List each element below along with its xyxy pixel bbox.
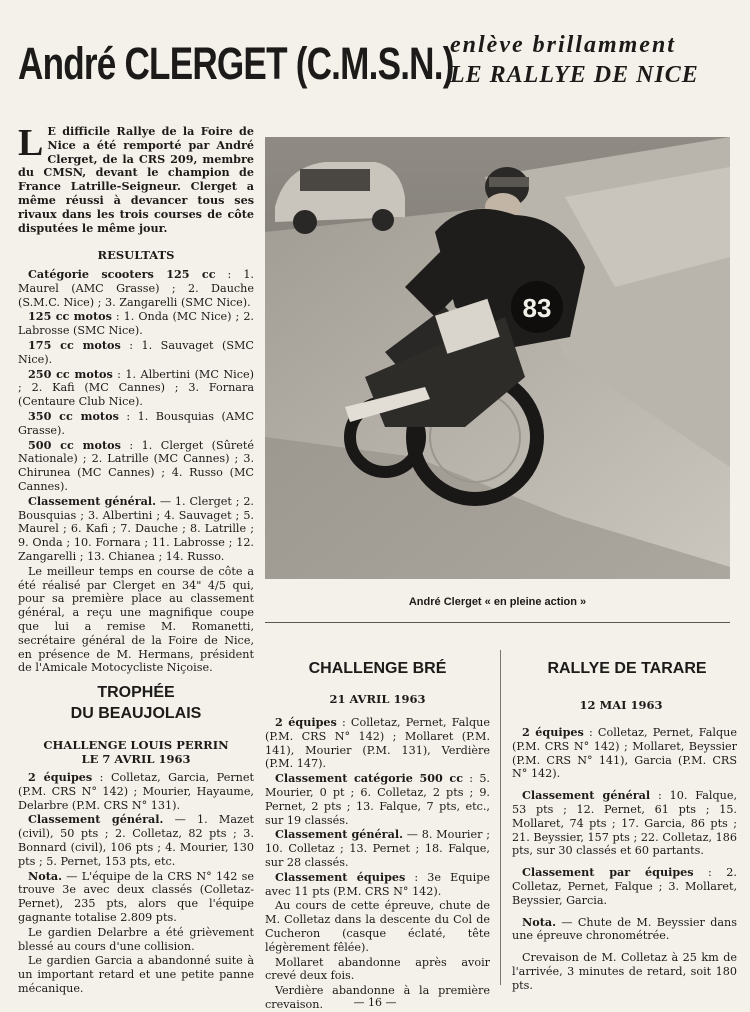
paragraph-text: : 1. Onda (MC Nice) ; 2. Labrosse (SMC Nice). [18, 310, 254, 338]
paragraph-text: Le gardien Garcia a abandonné suite à un important retard et une petite panne mécanique. [18, 954, 254, 995]
text-paragraph [265, 956, 490, 984]
paragraph-label: 175 cc motos [28, 337, 121, 352]
text-paragraph [512, 951, 737, 992]
paragraph-label: Classement par équipes [522, 865, 694, 880]
paragraph-label: Nota. [522, 914, 556, 929]
paragraph-text: Mollaret abandonne après avoir crevé deux fois. [265, 955, 490, 983]
paragraph-text: — Chute de M. Beyssier dans une épreuve chronométrée. [512, 915, 737, 943]
intro-text: E difficile Rallye de la Foire de Nice a été remporté par André Clerget, de la CRS 209, membre du CMSN, devant le champion de France Latrille-Seigneur. Clerget a même réussi à devancer tous ses rivaux dans les trois courses de côte disputées le même jour. [18, 124, 254, 235]
trophee-sub-line1: CHALLENGE LOUIS PERRIN [43, 738, 229, 752]
headline-right-line1: enlève brillamment [450, 32, 676, 58]
results-body [18, 268, 254, 675]
paragraph-label: 2 équipes [522, 725, 584, 739]
paragraph-text: : 1. Clerget (Sûreté Nationale) ; 2. Latrille (MC Cannes) ; 3. Chirunea (MC Cannes) ; 4. Russo (MC Cannes). [18, 438, 254, 493]
page-number: — 16 — [353, 996, 397, 1009]
paragraph-label: Classement catégorie 500 cc [275, 771, 464, 786]
paragraph-text: Crevaison de M. Colletaz à 25 km de l'arrivée, 3 minutes de retard, soit 180 pts. [512, 951, 737, 992]
rallye-tarare-body [512, 726, 737, 993]
text-paragraph [18, 310, 254, 338]
photo-illustration [265, 137, 730, 579]
paragraph-label: Nota. [28, 868, 62, 883]
rallye-tarare-date: 12 MAI 1963 [579, 698, 663, 712]
paragraph-text: : 10. Falque, 53 pts ; 12. Pernet, 61 pts ; 15. Mollaret, 74 pts ; 17. Garcia, 86 pts ; 21. Beyssier, 157 pts ; 22. Colletaz, 186 pts, sur 30 classés et 60 partants. [512, 789, 737, 858]
paragraph-text: : 1. Maurel (AMC Grasse) ; 2. Dauche (S.M.C. Nice) ; 3. Zangarelli (SMC Nice). [18, 268, 254, 309]
motorcycle-photo [265, 137, 730, 579]
dropcap: L [18, 122, 44, 164]
results-title: RESULTATS [97, 248, 175, 262]
challenge-bre-date: 21 AVRIL 1963 [329, 692, 426, 706]
paragraph-label: 2 équipes [275, 715, 337, 729]
text-paragraph [512, 726, 737, 781]
column-divider [500, 650, 501, 985]
text-paragraph [18, 439, 254, 494]
paragraph-label: Classement général. [275, 827, 403, 842]
paragraph-text: : Colletaz, Pernet, Falque (P.M. CRS N° 142) ; Mollaret (P.M. 141), Mourier (P.M. 131), Verdière (P.M. 147). [265, 716, 490, 771]
paragraph-text: Le meilleur temps en course de côte a été réalisé par Clerget en 34" 4/5 qui, pour sa première place au classement général, a reçu une magnifique coupe que lui a remise M. Romanetti, secrétaire général de la Foire de Nice, en présence de M. Hermans, président de l'Amicale Motocycliste Niçoise. [18, 564, 254, 675]
text-paragraph [18, 339, 254, 367]
paragraph-label: 350 cc motos [28, 408, 119, 423]
paragraph-text: Le gardien Delarbre a été grièvement blessé au cours d'une collision. [18, 925, 254, 953]
paragraph-label: Catégorie scooters 125 cc [28, 267, 216, 281]
challenge-bre-body [265, 716, 490, 1012]
paragraph-text: Verdière abandonne à la première crevaison. [265, 984, 490, 1011]
paragraph-label: 500 cc motos [28, 437, 121, 452]
paragraph-text: — 8. Mourier ; 10. Colletaz ; 13. Pernet ; 18. Falque, sur 28 classés. [265, 828, 490, 869]
paragraph-label: Classement général [522, 788, 651, 803]
text-paragraph [18, 926, 254, 954]
text-paragraph [18, 813, 254, 868]
text-paragraph [512, 789, 737, 858]
trophee-body [18, 771, 254, 996]
paragraph-label: Classement général. [28, 493, 157, 508]
text-paragraph [18, 565, 254, 675]
paragraph-label: Classement général. [28, 812, 164, 827]
text-paragraph [18, 771, 254, 812]
trophee-title [18, 682, 254, 724]
trophee-title-line1: TROPHÉE [97, 684, 175, 701]
trophee-sub-line2: LE 7 AVRIL 1963 [81, 752, 191, 766]
text-paragraph [18, 368, 254, 409]
horizontal-rule [265, 622, 730, 623]
text-paragraph [18, 268, 254, 309]
paragraph-text: : 5. Mourier, 0 pt ; 6. Colletaz, 2 pts ; 9. Pernet, 2 pts ; 13. Falque, 7 pts, etc., sur 19 classés. [265, 772, 490, 827]
paragraph-text: : 3e Equipe avec 11 pts (P.M. CRS N° 142). [265, 870, 490, 898]
paragraph-text: : Colletaz, Garcia, Pernet (P.M. CRS N° 142) ; Mourier, Hayaume, Delarbre (P.M. CRS N° 131). [18, 771, 254, 812]
photo-caption: André Clerget « en pleine action » [408, 596, 587, 608]
race-number-plate: 83 [522, 293, 552, 323]
paragraph-label: 2 équipes [28, 770, 93, 784]
paragraph-text: — 1. Clerget ; 2. Bousquias ; 3. Albertini ; 4. Sauvaget ; 5. Maurel ; 6. Kafi ; 7. Dauche ; 8. Latrille ; 9. Onda ; 10. Fornara ; 11. Labrosse ; 12. Zangarelli ; 13. Chianea ; 14. Russo. [18, 494, 254, 563]
paragraph-text: — 1. Mazet (civil), 50 pts ; 2. Colletaz, 82 pts ; 3. Bonnard (civil), 106 pts ; 4. Mourier, 130 pts ; 5. Pernet, 153 pts, etc. [18, 813, 255, 868]
text-paragraph [265, 716, 490, 771]
paragraph-text: : 1. Sauvaget (SMC Nice). [18, 338, 254, 366]
text-paragraph [18, 870, 254, 925]
text-paragraph [265, 871, 490, 899]
text-paragraph [18, 495, 254, 564]
paragraph-text: : 2. Colletaz, Pernet, Falque ; 3. Mollaret, Beyssier, Garcia. [512, 866, 737, 907]
text-paragraph [18, 954, 254, 995]
headline-right-line2: LE RALLYE DE NICE [450, 62, 699, 88]
text-paragraph [265, 899, 490, 954]
headline-right [450, 30, 750, 90]
rallye-tarare-title: RALLYE DE TARARE [547, 660, 707, 677]
headline-main: André CLERGET (C.M.S.N.) [18, 38, 454, 89]
challenge-bre-title: CHALLENGE BRÉ [308, 660, 447, 677]
paragraph-text: : Colletaz, Pernet, Falque (P.M. CRS N° 142) ; Mollaret, Beyssier (P.M. CRS N° 141), Garcia (P.M. CRS N° 142). [512, 726, 737, 781]
text-paragraph [265, 828, 490, 869]
paragraph-label: Classement équipes [275, 869, 406, 884]
paragraph-label: 125 cc motos [28, 309, 112, 324]
text-paragraph [18, 410, 254, 438]
text-paragraph [512, 866, 737, 907]
paragraph-text: — L'équipe de la CRS N° 142 se trouve 3e avec deux classés (Colletaz-Pernet), 235 pts, alors que l'équipe gagnante totalise 2.809 pts. [18, 869, 254, 924]
paragraph-label: 250 cc motos [28, 366, 113, 381]
intro-paragraph [18, 122, 254, 235]
trophee-subtitle [18, 738, 254, 766]
paragraph-text: Au cours de cette épreuve, chute de M. Colletaz dans la descente du Col de Cucheron (casque éclaté, tête légèrement fêlée). [265, 899, 490, 954]
paragraph-text: : 1. Albertini (MC Nice) ; 2. Kafi (MC Cannes) ; 3. Fornara (Centaure Club Nice). [18, 367, 254, 409]
trophee-title-line2: DU BEAUJOLAIS [70, 705, 202, 722]
paragraph-text: : 1. Bousquias (AMC Grasse). [18, 409, 255, 437]
text-paragraph [512, 916, 737, 944]
text-paragraph [265, 772, 490, 827]
